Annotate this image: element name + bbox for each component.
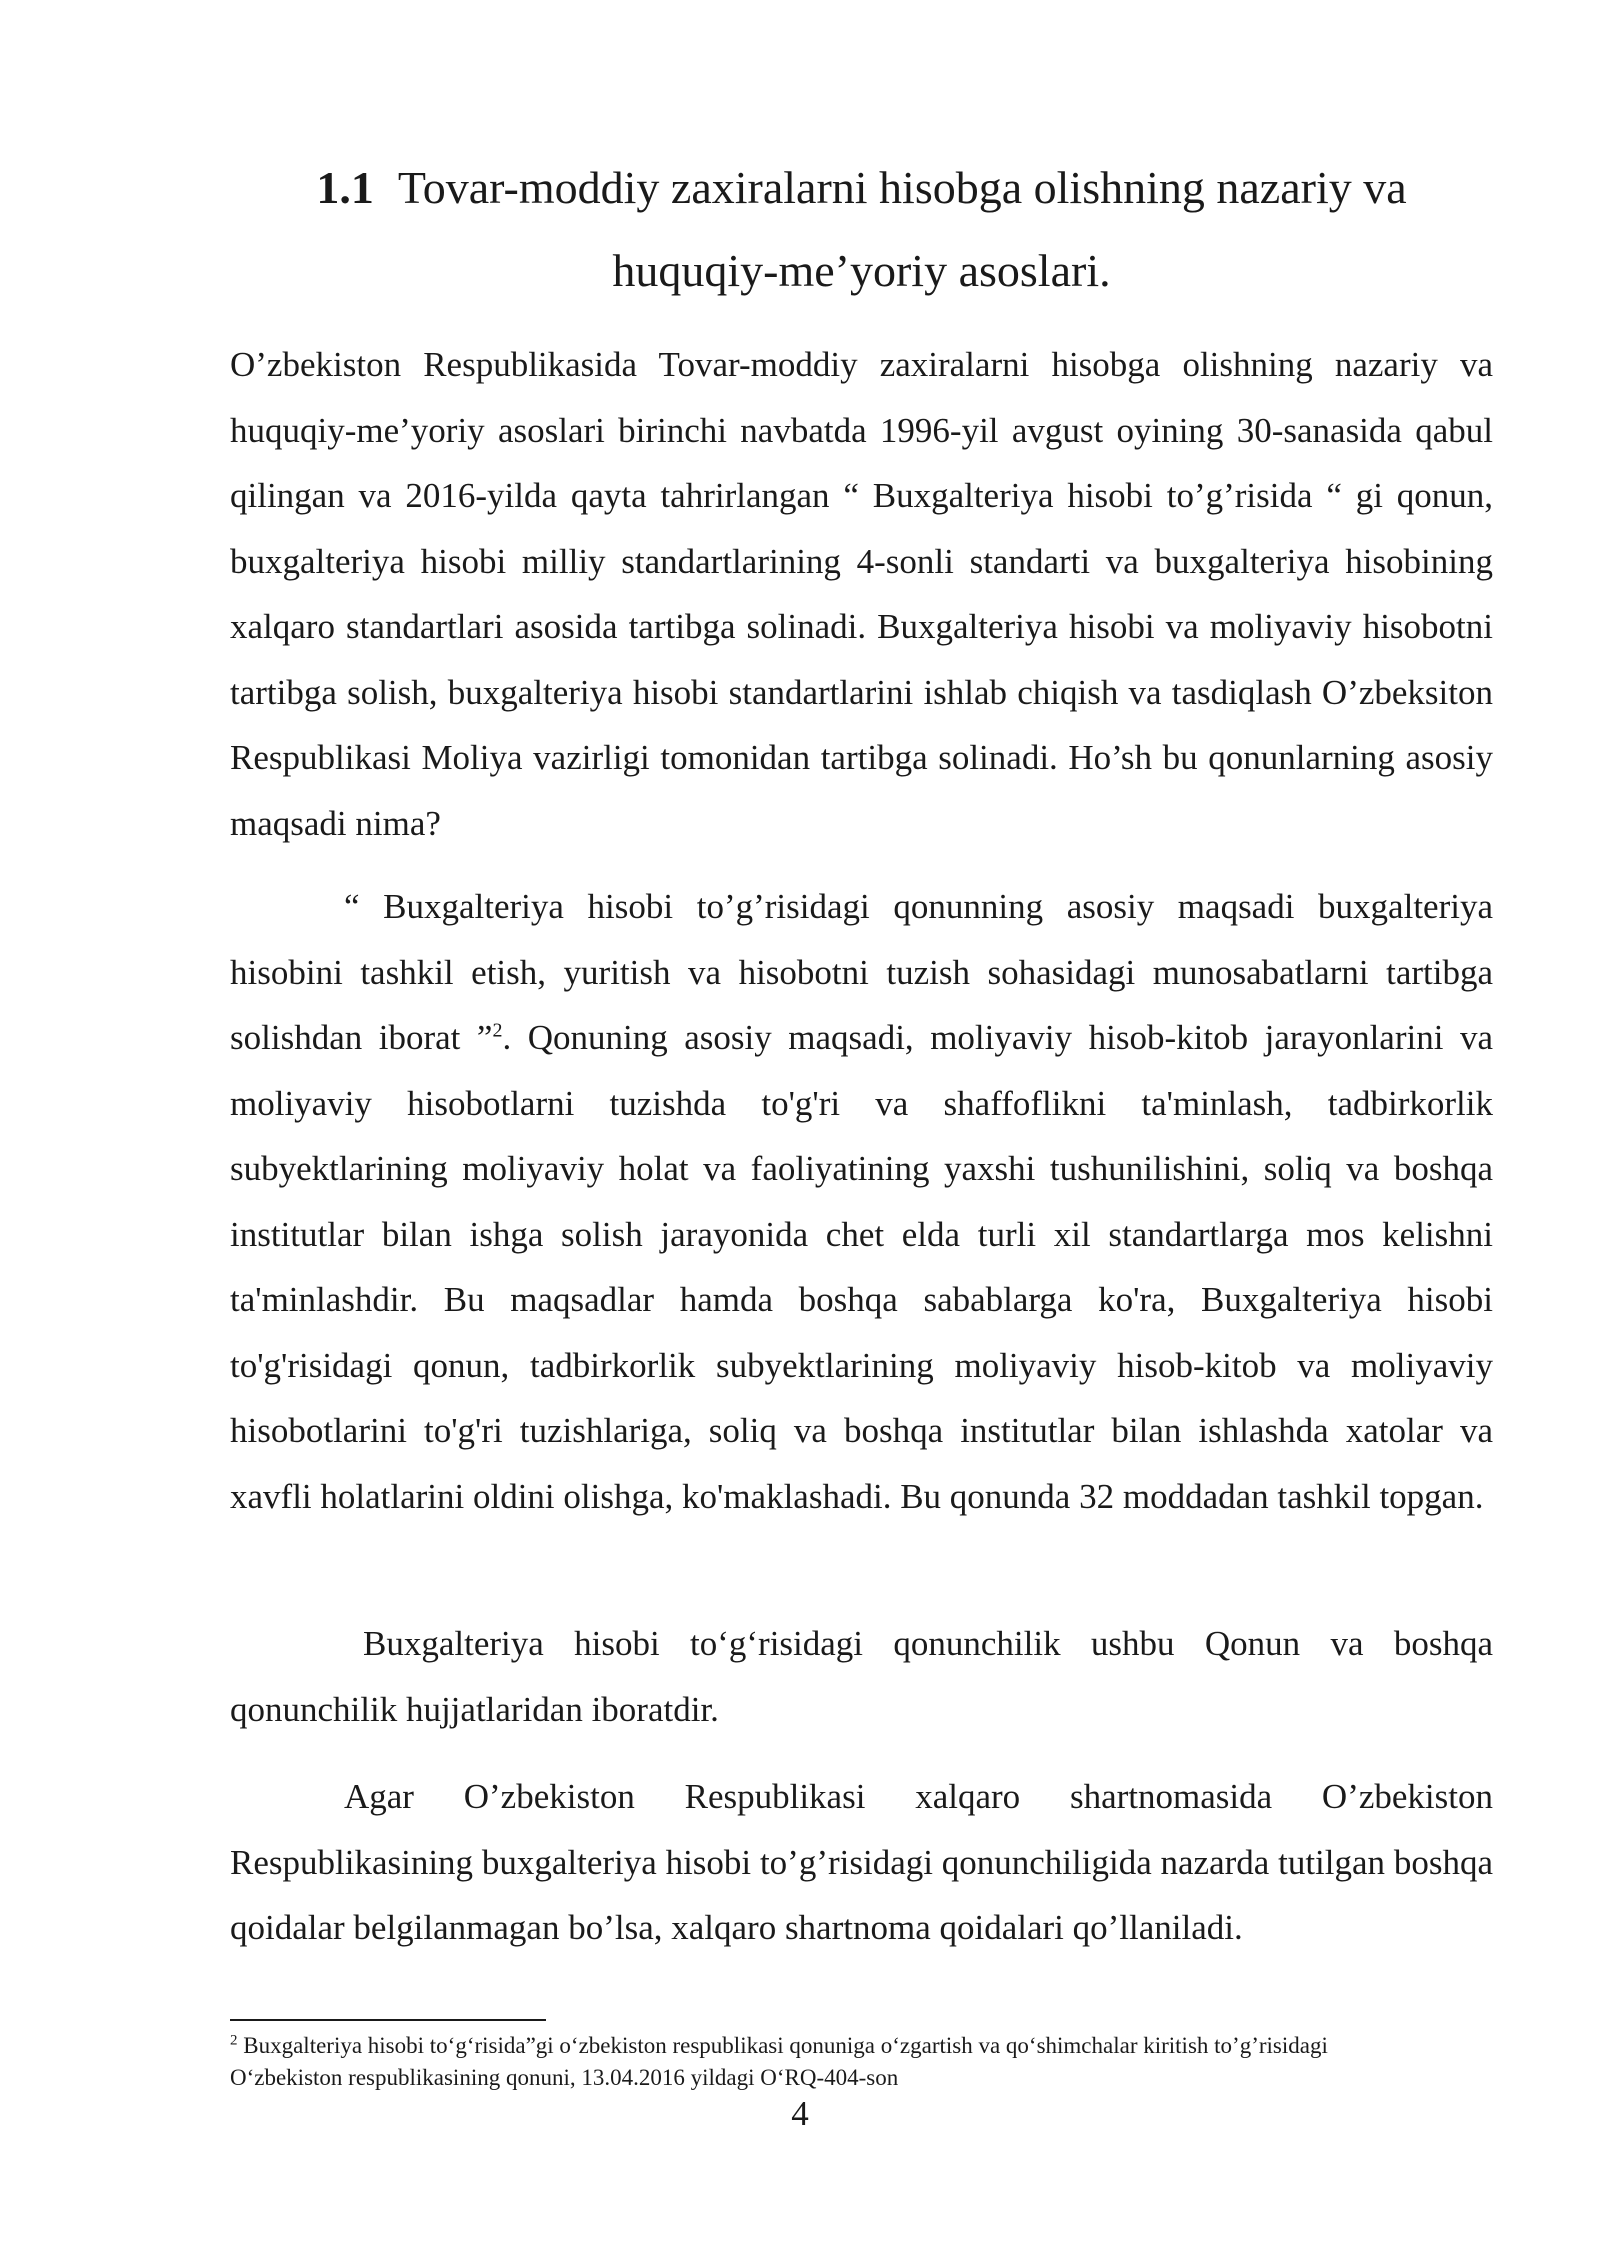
footnote-reference[interactable]: 2	[492, 1019, 503, 1042]
section-heading	[230, 146, 1493, 312]
paragraph-1: O’zbekiston Respublikasida Tovar-moddiy zaxiralarni hisobga olishning nazariy va huquqiy-me’yoriy asoslari birinchi navbatda 1996-yil avgust oyining 30-sanasida qabul qilingan va 2016-yilda qayta tahrirlangan “ Buxgalteriya hisobi to’g’risida “ gi qonun, buxgalteriya hisobi milliy standartlarining 4-sonli standarti va buxgalteriya hisobining xalqaro standartlari asosida tartibga solinadi. Buxgalteriya hisobi va moliyaviy hisobotni tartibga solish, buxgalteriya hisobi standartlarini ishlab chiqish va tasdiqlash O’zbeksiton Respublikasi Moliya vazirligi tomonidan tartibga solinadi. Ho’sh bu qonunlarning asosiy maqsadi nima?	[230, 345, 1493, 843]
paragraph-2-rest: . Qonuning asosiy maqsadi, moliyaviy hisob-kitob jarayonlarini va moliyaviy hisobotlarni tuzishda to'g'ri va shaffoflikni ta'minlash, tadbirkorlik subyektlarining moliyaviy holat va faoliyatining yaxshi tushunilishini, soliq va boshqa institutlar bilan ishga solish jarayonida chet elda turli xil standartlarga mos kelishni ta'minlashdir. Bu maqsadlar hamda boshqa sabablarga ko'ra, Buxgalteriya hisobi to'g'risidagi qonun, tadbirkorlik subyektlarining moliyaviy hisob-kitob va moliyaviy hisobotlarini to'g'ri tuzishlariga, soliq va boshqa institutlar bilan ishlashda xatolar va xavfli holatlarini oldini olishga, ko'maklashadi. Bu qonunda 32 moddadan tashkil topgan.	[230, 1018, 1493, 1516]
footnote-separator	[230, 2019, 546, 2021]
paragraph-2	[230, 874, 1493, 1529]
page-number: 4	[791, 2094, 809, 2133]
section-number: 1.1	[316, 162, 374, 213]
section-title: Tovar-moddiy zaxiralarni hisobga olishning nazariy va huquqiy-me’yoriy asoslari.	[397, 162, 1407, 296]
footnote	[230, 2030, 1430, 2094]
paragraph-2-quote: “ Buxgalteriya hisobi to’g’risidagi qonunning asosiy maqsadi buxgalteriya hisobini tashkil etish, yuritish va hisobotni tuzish sohasidagi munosabatlarni tartibga solishdan iborat ”	[230, 887, 1493, 1057]
paragraph-3: Buxgalteriya hisobi to‘g‘risidagi qonunchilik ushbu Qonun va boshqa qonunchilik hujjatlaridan iboratdir.	[230, 1624, 1493, 1729]
paragraph-4: Agar O’zbekiston Respublikasi xalqaro shartnomasida O’zbekiston Respublikasining buxgalteriya hisobi to’g’risidagi qonunchiligida nazarda tutilgan boshqa qoidalar belgilanmagan bo’lsa, xalqaro shartnoma qoidalari qo’llaniladi.	[230, 1777, 1493, 1947]
footnote-text: Buxgalteriya hisobi to‘g‘risida”gi o‘zbekiston respublikasi qonuniga o‘zgartish va qo‘shimchalar kiritish to’g’risidagi O‘zbekiston respublikasining qonuni, 13.04.2016 yildagi O‘RQ-404-son	[230, 2033, 1328, 2090]
footnote-mark: 2	[230, 2032, 238, 2049]
